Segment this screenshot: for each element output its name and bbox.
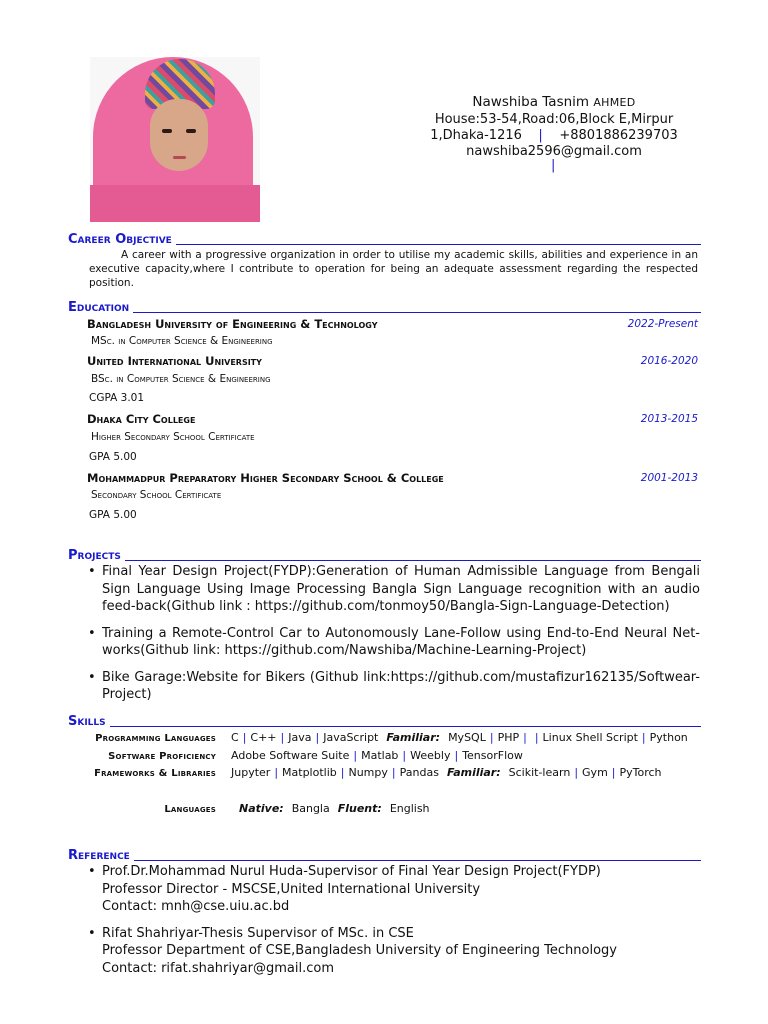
reference-line: • Prof.Dr.Mohammad Nurul Huda-Supervisor of Final Year Design Project(FYDP) [102,864,601,879]
skill-separator: | [315,731,320,744]
grade: CGPA 3.01 [89,392,145,404]
section-career-objective [68,229,701,247]
reference-line: Contact: rifat.shahriyar@gmail.com [102,960,335,976]
phone: +8801886239703 [559,128,678,143]
section-heading: Projects [68,548,125,563]
skill-item: PHP [497,731,520,744]
skill-item: Jupyter [231,766,271,779]
education-date: 2013-2015 [640,413,698,425]
reference-line: Contact: mnh@cse.uiu.ac.bd [102,899,290,914]
separator: | [551,158,556,173]
address-line-1: House:53-54,Road:06,Block E,Mirpur [434,112,674,127]
skill-item: Matlab [361,749,399,762]
skill-separator: | [534,731,539,744]
skill-item: C [231,731,239,744]
skill-values [231,766,662,779]
project-item: • Final Year Design Project(FYDP):Generation of Human Admissible Language from Bengali Sign Language Using Image Processing Bangla Sign Language recognition with an audio feed-back(Github link : https://github.com/tonmoy50/Bangla-Sign-Language-Detection) [88,563,700,616]
skill-item: Bangla [291,802,330,815]
skill-separator: | [280,731,285,744]
skill-item: MySQL [448,731,486,744]
skill-values [231,731,688,744]
degree: Higher Secondary School Certificate [91,431,255,443]
skill-separator: | [454,749,459,762]
skill-qualifier: Familiar: [386,731,441,744]
skill-item: Python [649,731,688,744]
institution-name: Bangladesh University of Engineering & Technology [87,317,378,331]
degree: BSc. in Computer Science & Engineering [91,373,271,385]
education-date: 2001-2013 [640,472,698,484]
skill-separator: | [353,749,358,762]
skill-qualifier: Familiar: [446,766,501,779]
degree: Secondary School Certificate [91,489,222,501]
section-education [68,297,701,315]
section-reference [68,845,701,863]
skill-item: Weebly [410,749,451,762]
skill-label: Languages [164,804,216,815]
skill-item: Gym [582,766,608,779]
skill-item: Matplotlib [282,766,337,779]
skill-label: Programming Languages [95,733,216,744]
degree: MSc. in Computer Science & Engineering [91,335,273,347]
skill-item: TensorFlow [462,749,523,762]
institution-name: United International University [87,354,262,368]
profile-photo [90,57,260,222]
section-heading: Education [68,300,133,315]
address-line-2: 1,Dhaka-1216 | +8801886239703 [430,128,678,143]
section-heading: Reference [68,848,134,863]
skill-item: English [389,802,430,815]
skill-separator: | [611,766,616,779]
career-objective-text: A career with a progressive organization in order to utilise my academic skills, abilities and experience in an executive capacity,where I contribute to operation for being an adequate assessment regarding the respected position. [89,249,698,289]
skill-qualifier: Fluent: [337,802,382,815]
reference-list [88,863,700,986]
skill-qualifier: Native: [239,802,284,815]
skill-item: Java [288,731,312,744]
skill-values [231,802,430,815]
skill-item: C++ [250,731,277,744]
skill-item: JavaScript [323,731,379,744]
skill-values [231,749,523,762]
section-heading: Skills [68,714,110,729]
skill-item: Linux Shell Script [542,731,638,744]
skill-item: Scikit-learn [508,766,571,779]
reference-item [88,925,700,978]
grade: GPA 5.00 [89,509,137,521]
skill-separator: | [574,766,579,779]
section-skills [68,711,701,729]
skill-separator: | [391,766,396,779]
education-date: 2016-2020 [640,355,698,367]
reference-line: Professor Department of CSE,Bangladesh University of Engineering Technology [102,943,617,958]
skill-separator: | [641,731,646,744]
skill-separator: | [242,731,247,744]
skill-separator: | [523,731,527,744]
education-date: 2022-Present [627,318,698,330]
project-item: • Bike Garage:Website for Bikers (Github link:https://github.com/mustafizur162135/Softwear-Project) [88,669,700,704]
skill-separator: | [402,749,407,762]
email[interactable]: nawshiba2596@gmail.com [466,144,642,159]
section-projects [68,545,701,563]
grade: GPA 5.00 [89,451,137,463]
skill-item: Pandas [399,766,439,779]
skill-item: PyTorch [619,766,662,779]
project-list [88,563,700,713]
institution-name: Mohammadpur Preparatory Higher Secondary School & College [87,471,444,485]
project-item: • Training a Remote-Control Car to Autonomously Lane-Follow using End-to-End Neural Net-works(Github link: https://github.com/Nawshiba/Machine-Learning-Project) [88,625,700,660]
institution-name: Dhaka City College [87,412,196,426]
skill-item: Adobe Software Suite [231,749,350,762]
section-heading: Career Objective [68,232,176,247]
reference-line: Professor Director - MSCSE,United International University [102,881,481,897]
person-name: Nawshiba Tasnim AHMED [472,94,636,110]
skill-separator: | [274,766,279,779]
skill-separator: | [489,731,494,744]
skill-separator: | [340,766,345,779]
skill-label: Software Proficiency [108,751,216,762]
reference-line: • Rifat Shahriyar-Thesis Supervisor of MSc. in CSE [102,925,414,941]
reference-item [88,863,700,916]
skill-item: Numpy [348,766,388,779]
skill-label: Frameworks & Libraries [94,768,216,779]
